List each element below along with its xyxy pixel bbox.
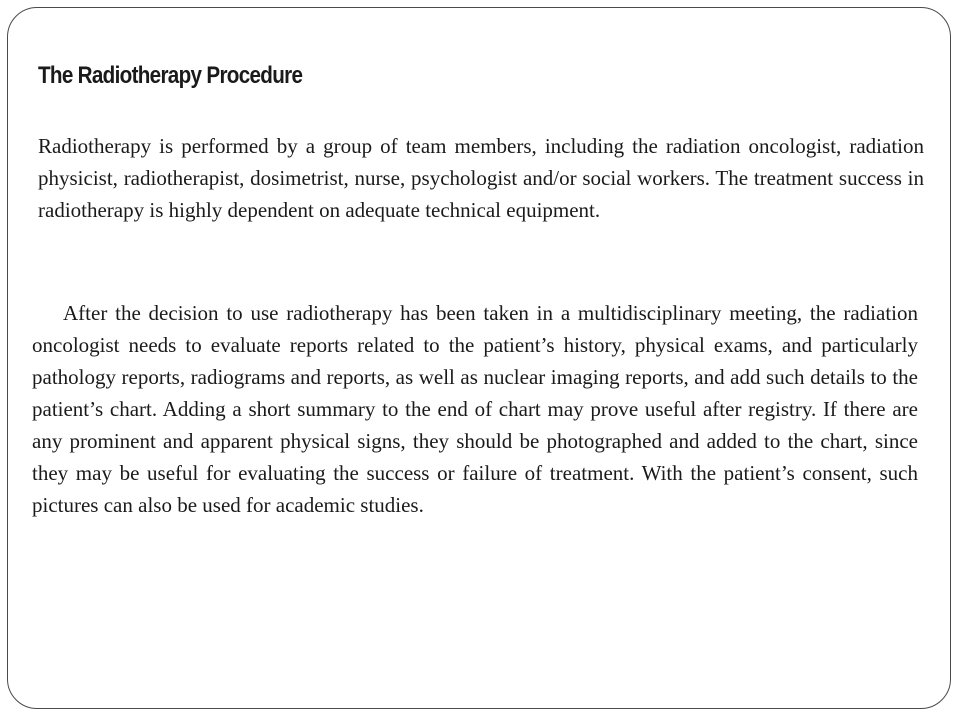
paragraph-team-members: Radiotherapy is performed by a group of team members, including the radiation oncologist, radiation physicist, radiotherapist, dosimetrist, nurse, psychologist and/or social workers. The treatment success in radiotherapy is highly dependent on adequate technical equipment. xyxy=(38,134,924,222)
paragraph-procedure-steps: After the decision to use radiotherapy has been taken in a multidisciplinary meeting, the radiation oncologist needs to evaluate reports related to the patient’s history, physical exams, and particularly pathology reports, radiograms and reports, as well as nuclear imaging reports, and add such details to the patient’s chart. Adding a short summary to the end of chart may prove useful after registry. If there are any prominent and apparent physical signs, they should be photographed and added to the chart, since they may be useful for evaluating the success or failure of treatment. With the patient’s consent, such pictures can also be used for academic studies. xyxy=(32,301,918,517)
section-heading: The Radiotherapy Procedure xyxy=(38,62,303,89)
